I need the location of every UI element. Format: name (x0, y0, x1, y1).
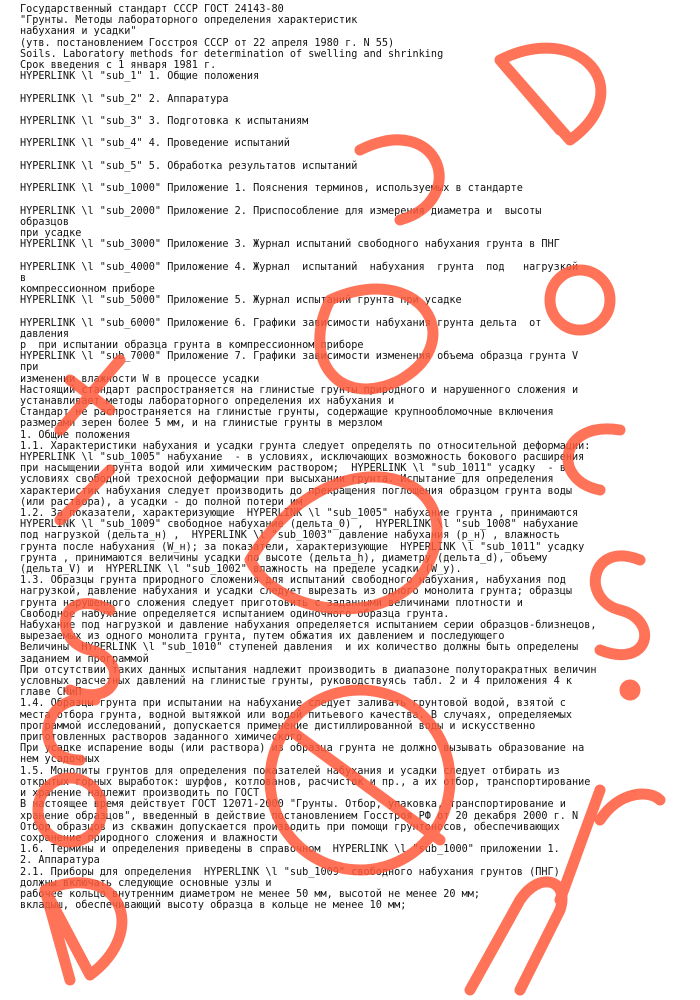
text-line: Soils. Laboratory methods for determination of swelling and shrinking (20, 48, 444, 60)
text-line: давления (20, 328, 70, 340)
text-line: Отбор образцов из скважин допускается производить при помощи грунтоносов, обеспечивающих (20, 821, 560, 833)
text-line: набухания и усадки" (20, 26, 137, 38)
text-line: рабочее кольцо внутренним диаметром не менее 50 мм, высотой не менее 20 мм; (20, 888, 481, 900)
text-line: При отсутствии таких данных испытания надлежит производить в диапазоне полуторакратных величин (20, 664, 597, 676)
text-line: HYPERLINK \l "sub_6000" Приложение 6. Графики зависимости набухания грунта дельта от (20, 317, 542, 329)
text-line: нагрузкой, давление набухания и усадки следует вырезать из одного монолита грунта; образцы (20, 586, 573, 598)
text-line: образцов (20, 216, 70, 228)
text-line: нем усадочных (20, 754, 100, 766)
text-line (20, 150, 692, 161)
text-line: места отбора грунта, водной вытяжкой или водой питьевого качества. В случаях, определяемых (20, 709, 573, 721)
text-line: вкладыш, обеспечивающий высоту образца в кольце не менее 10 мм; (20, 900, 407, 912)
text-line: "Грунты. Методы лабораторного определения характеристик (20, 15, 358, 27)
text-line: В настоящее время действует ГОСТ 12071-2000 "Грунты. Отбор, упаковка, транспортирование и (20, 799, 566, 811)
text-line (20, 105, 692, 116)
text-line (20, 194, 692, 205)
text-line: HYPERLINK \l "sub_3" 3. Подготовка к испытаниям (20, 116, 309, 127)
text-line: под нагрузкой (дельта_н) , HYPERLINK \l "sub_1003" давление набухания (р_н) , влажность (20, 530, 560, 542)
text-line: условиях свободной трехосной деформации при высыхании грунта. Испытание для определения (20, 474, 554, 486)
text-line: при насыщении грунта водой или химическим раствором; HYPERLINK \l "sub_1011" усадку - в (20, 463, 566, 475)
text-line: вырезаемых из одного монолита грунта, путем обжатия их давлением и последующего (20, 631, 505, 643)
text-line: сохранение природного сложения и влажности (20, 832, 278, 844)
text-line: должны включать следующие основные узлы и (20, 877, 272, 889)
text-line: HYPERLINK \l "sub_7000" Приложение 7. Графики зависимости изменения объема образца грунта V (20, 351, 579, 363)
text-line: изменении влажности W в процессе усадки (20, 373, 260, 385)
text-line: HYPERLINK \l "sub_2" 2. Аппаратура (20, 93, 229, 105)
text-line: в (20, 272, 27, 284)
text-line: HYPERLINK \l "sub_1000" Приложение 1. Пояснения терминов, используемых в стандарте (20, 183, 523, 195)
text-line: 2.1. Приборы для определения HYPERLINK \l "sub_1009" свободного набухания грунтов (ПНГ) (20, 866, 560, 878)
text-line: 1.4. Образцы грунта при испытании на набухание следует заливать грунтовой водой, взятой с (20, 698, 566, 710)
text-line: характеристик набухания следует производить до прекращения поглощения образцом грунта воды (20, 485, 573, 497)
text-line: HYPERLINK \l "sub_1" 1. Общие положения (20, 71, 260, 83)
text-line: Стандарт не распространяется на глинистые грунты, содержащие крупнообломочные включения (20, 407, 554, 419)
text-line: 1.3. Образцы грунта природного сложения для испытаний свободного набухания, набухания под (20, 575, 566, 587)
text-line: HYPERLINK \l "sub_5000" Приложение 5. Журнал испытаний грунта при усадке (20, 295, 462, 307)
text-line: Государственный стандарт СССР ГОСТ 24143-80 (20, 4, 284, 15)
text-line: размерами зерен более 5 мм, и на глинистые грунты в мерзлом (20, 418, 382, 430)
text-line: При усадке испарение воды (или раствора) из образца грунта не должно вызывать образование на (20, 743, 585, 755)
text-line: HYPERLINK \l "sub_3000" Приложение 3. Журнал испытаний свободного набухания грунта в ПНГ (20, 239, 560, 251)
text-line (20, 172, 692, 183)
text-line: при (20, 362, 39, 374)
text-line: грунта , принимаются величины усадки по высоте (дельта_h), диаметру (дельта_d), объему (20, 552, 548, 564)
text-line: Набухание под нагрузкой и давление набухания определяется испытанием серии образцов-близнецов, (20, 620, 597, 632)
text-line (20, 306, 692, 317)
text-line (20, 250, 692, 261)
text-line: устанавливает методы лабораторного определения их набухания и (20, 395, 395, 407)
text-line: приготовленных растворов заданного химического (20, 732, 303, 744)
text-line: 1.6. Термины и определения приведены в справочном HYPERLINK \l "sub_1000" приложении 1. (20, 844, 560, 856)
text-line: при усадке (20, 227, 82, 239)
document-text (20, 4, 692, 911)
text-line: Срок введения с 1 января 1981 г. (20, 60, 217, 72)
text-line: (дельта_V) и HYPERLINK \l "sub_1002" влажность на пределе усадки (W_у). (20, 564, 462, 576)
text-line: 1.2. За показатели, характеризующие HYPERLINK \l "sub_1005" набухание грунта , принимаются (20, 508, 579, 520)
text-line (20, 82, 692, 93)
text-line: 1.5. Монолиты грунтов для определения показателей набухания и усадки следует отбирать из (20, 765, 560, 777)
text-line: р при испытании образца грунта в компрессионном приборе (20, 339, 364, 351)
text-line (20, 127, 692, 138)
text-line: HYPERLINK \l "sub_4" 4. Проведение испытаний (20, 138, 290, 150)
text-line: HYPERLINK \l "sub_1005" набухание - в условиях, исключающих возможность бокового расширения (20, 452, 585, 463)
text-line: открытых горных выработок: шурфов, котлованов, расчисток и пр., а их отбор, транспортирование (20, 776, 591, 788)
text-line: и хранение надлежит производить по ГОСТ (20, 788, 260, 800)
text-line: компрессионном приборе (20, 283, 155, 295)
text-line: HYPERLINK \l "sub_1009" свободное набухание (дельта_0) , HYPERLINK \l "sub_1008" набухание (20, 519, 579, 531)
text-line: 1. Общие положения (20, 429, 131, 441)
text-line: HYPERLINK \l "sub_2000" Приложение 2. Приспособление для измерения диаметра и высоты (20, 205, 542, 217)
text-line: Свободное набухание определяется испытанием одиночного образца грунта. (20, 608, 450, 620)
text-line: (утв. постановлением Госстроя СССР от 22 апреля 1980 г. N 55) (20, 37, 395, 49)
text-line: 1.1. Характеристики набухания и усадки грунта следует определять по относительной деформации: (20, 440, 591, 452)
text-line: 2. Аппаратура (20, 855, 100, 867)
text-line: грунта после набухания (W_н); за показатели, характеризующие HYPERLINK \l "sub_1011" усадку (20, 541, 585, 553)
text-line: HYPERLINK \l "sub_5" 5. Обработка результатов испытаний (20, 160, 358, 172)
text-line: Настоящий стандарт распространяется на глинистые грунты природного и нарушенного сложения и (20, 384, 579, 396)
text-line: HYPERLINK \l "sub_4000" Приложение 4. Журнал испытаний набухания грунта под нагрузкой (20, 261, 579, 273)
text-line: заданием и программой (20, 653, 149, 665)
text-line: главе СНиП (20, 687, 82, 699)
text-line: (или раствора), а усадки - до полной потери им (20, 496, 303, 508)
text-line: условных расчетных давлений на глинистые грунты, руководствуясь табл. 2 и 4 приложения 4 к (20, 676, 573, 688)
text-line: программой исследований, допускается применение дистиллированной воды и искусственно (20, 720, 536, 732)
text-line: грунта нарушенного сложения следует приготовить с заданными величинами плотности и (20, 597, 523, 609)
text-line: хранение образцов", введенный в действие постановлением Госстроя РФ от 20 декабря 2000 г. N (20, 810, 579, 822)
text-line: Величины HYPERLINK \l "sub_1010" ступеней давления и их количество должны быть определены (20, 642, 579, 654)
